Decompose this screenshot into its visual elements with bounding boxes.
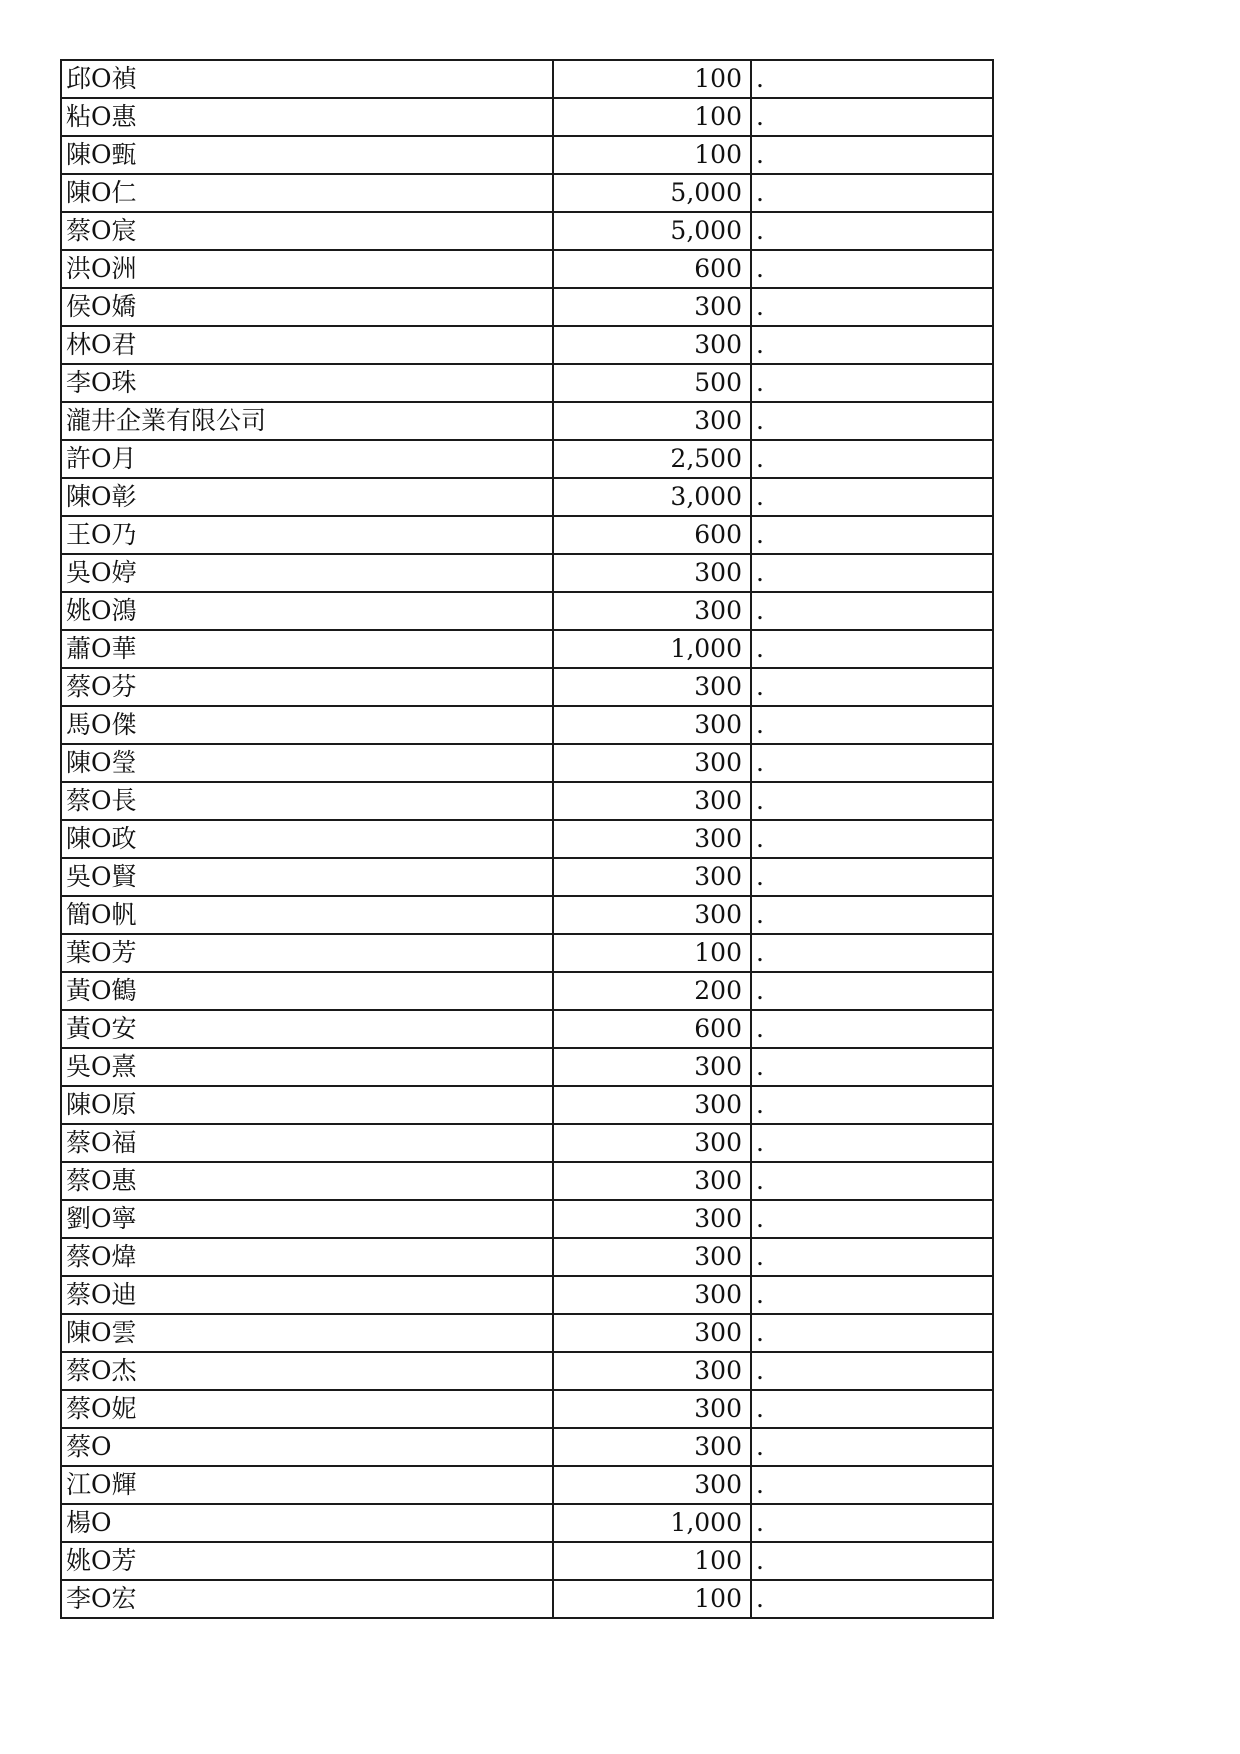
donor-name-cell: 陳O仁	[61, 174, 553, 212]
table-row	[61, 1504, 993, 1542]
table-row	[61, 706, 993, 744]
donor-name-cell: 蔡O迪	[61, 1276, 553, 1314]
amount-cell: 300	[553, 1466, 751, 1504]
table-row	[61, 820, 993, 858]
amount-cell: 300	[553, 1124, 751, 1162]
note-cell: .	[751, 1504, 993, 1542]
donor-name-cell: 王O乃	[61, 516, 553, 554]
note-cell: .	[751, 1314, 993, 1352]
note-cell: .	[751, 630, 993, 668]
amount-cell: 5,000	[553, 212, 751, 250]
note-cell: .	[751, 1428, 993, 1466]
note-cell: .	[751, 1276, 993, 1314]
amount-cell: 300	[553, 668, 751, 706]
table-row	[61, 972, 993, 1010]
note-cell: .	[751, 250, 993, 288]
donor-name-cell: 劉O寧	[61, 1200, 553, 1238]
amount-cell: 300	[553, 288, 751, 326]
donor-name-cell: 姚O鴻	[61, 592, 553, 630]
amount-cell: 300	[553, 1238, 751, 1276]
amount-cell: 300	[553, 896, 751, 934]
donation-table	[60, 59, 994, 1619]
donor-name-cell: 許O月	[61, 440, 553, 478]
donor-name-cell: 蔡O宸	[61, 212, 553, 250]
amount-cell: 300	[553, 402, 751, 440]
donor-name-cell: 陳O雲	[61, 1314, 553, 1352]
table-row	[61, 1314, 993, 1352]
note-cell: .	[751, 668, 993, 706]
donor-name-cell: 蔡O福	[61, 1124, 553, 1162]
donor-name-cell: 邱O禎	[61, 60, 553, 98]
amount-cell: 300	[553, 706, 751, 744]
donor-name-cell: 吳O賢	[61, 858, 553, 896]
donor-name-cell: 江O輝	[61, 1466, 553, 1504]
amount-cell: 500	[553, 364, 751, 402]
amount-cell: 300	[553, 1048, 751, 1086]
note-cell: .	[751, 934, 993, 972]
amount-cell: 300	[553, 592, 751, 630]
donor-name-cell: 陳O瑩	[61, 744, 553, 782]
donor-name-cell: 蔡O	[61, 1428, 553, 1466]
donor-name-cell: 粘O惠	[61, 98, 553, 136]
note-cell: .	[751, 326, 993, 364]
note-cell: .	[751, 858, 993, 896]
table-row	[61, 478, 993, 516]
donor-name-cell: 蕭O華	[61, 630, 553, 668]
amount-cell: 300	[553, 1314, 751, 1352]
donor-name-cell: 黃O安	[61, 1010, 553, 1048]
note-cell: .	[751, 440, 993, 478]
note-cell: .	[751, 136, 993, 174]
amount-cell: 100	[553, 136, 751, 174]
table-row	[61, 1580, 993, 1618]
amount-cell: 100	[553, 60, 751, 98]
table-row	[61, 1200, 993, 1238]
amount-cell: 5,000	[553, 174, 751, 212]
table-row	[61, 1048, 993, 1086]
table-row	[61, 896, 993, 934]
amount-cell: 300	[553, 820, 751, 858]
amount-cell: 300	[553, 554, 751, 592]
note-cell: .	[751, 1238, 993, 1276]
table-row	[61, 744, 993, 782]
table-row	[61, 1428, 993, 1466]
note-cell: .	[751, 1542, 993, 1580]
note-cell: .	[751, 1162, 993, 1200]
table-row	[61, 174, 993, 212]
note-cell: .	[751, 782, 993, 820]
donor-name-cell: 蔡O芬	[61, 668, 553, 706]
table-row	[61, 592, 993, 630]
amount-cell: 300	[553, 326, 751, 364]
table-row	[61, 1124, 993, 1162]
table-row	[61, 1238, 993, 1276]
donor-name-cell: 姚O芳	[61, 1542, 553, 1580]
amount-cell: 100	[553, 1580, 751, 1618]
table-row	[61, 1086, 993, 1124]
amount-cell: 300	[553, 744, 751, 782]
note-cell: .	[751, 896, 993, 934]
table-row	[61, 1390, 993, 1428]
donation-table-body	[61, 60, 993, 1618]
note-cell: .	[751, 212, 993, 250]
amount-cell: 1,000	[553, 630, 751, 668]
table-row	[61, 1010, 993, 1048]
note-cell: .	[751, 402, 993, 440]
note-cell: .	[751, 516, 993, 554]
donor-name-cell: 蔡O妮	[61, 1390, 553, 1428]
table-row	[61, 98, 993, 136]
note-cell: .	[751, 1352, 993, 1390]
donor-name-cell: 簡O帆	[61, 896, 553, 934]
note-cell: .	[751, 478, 993, 516]
donor-name-cell: 蔡O杰	[61, 1352, 553, 1390]
amount-cell: 600	[553, 1010, 751, 1048]
table-row	[61, 212, 993, 250]
note-cell: .	[751, 1390, 993, 1428]
donor-name-cell: 瀧井企業有限公司	[61, 402, 553, 440]
amount-cell: 2,500	[553, 440, 751, 478]
note-cell: .	[751, 744, 993, 782]
note-cell: .	[751, 1048, 993, 1086]
donor-name-cell: 楊O	[61, 1504, 553, 1542]
table-row	[61, 364, 993, 402]
note-cell: .	[751, 1200, 993, 1238]
note-cell: .	[751, 60, 993, 98]
donor-name-cell: 洪O洲	[61, 250, 553, 288]
donor-name-cell: 黃O鶴	[61, 972, 553, 1010]
note-cell: .	[751, 1010, 993, 1048]
donor-name-cell: 陳O政	[61, 820, 553, 858]
amount-cell: 200	[553, 972, 751, 1010]
table-row	[61, 934, 993, 972]
donor-name-cell: 陳O原	[61, 1086, 553, 1124]
amount-cell: 300	[553, 1086, 751, 1124]
note-cell: .	[751, 1086, 993, 1124]
table-row	[61, 136, 993, 174]
table-row	[61, 326, 993, 364]
table-row	[61, 1466, 993, 1504]
table-row	[61, 288, 993, 326]
note-cell: .	[751, 1466, 993, 1504]
note-cell: .	[751, 972, 993, 1010]
table-row	[61, 516, 993, 554]
table-row	[61, 554, 993, 592]
donor-name-cell: 吳O婷	[61, 554, 553, 592]
table-row	[61, 250, 993, 288]
donor-name-cell: 陳O甄	[61, 136, 553, 174]
donor-name-cell: 李O珠	[61, 364, 553, 402]
table-row	[61, 630, 993, 668]
note-cell: .	[751, 592, 993, 630]
table-row	[61, 440, 993, 478]
donor-name-cell: 侯O嬌	[61, 288, 553, 326]
amount-cell: 100	[553, 934, 751, 972]
note-cell: .	[751, 174, 993, 212]
note-cell: .	[751, 706, 993, 744]
donor-name-cell: 蔡O長	[61, 782, 553, 820]
donor-name-cell: 李O宏	[61, 1580, 553, 1618]
table-row	[61, 402, 993, 440]
amount-cell: 300	[553, 1162, 751, 1200]
table-row	[61, 1352, 993, 1390]
amount-cell: 1,000	[553, 1504, 751, 1542]
note-cell: .	[751, 820, 993, 858]
table-row	[61, 782, 993, 820]
donor-name-cell: 馬O傑	[61, 706, 553, 744]
donor-name-cell: 蔡O惠	[61, 1162, 553, 1200]
amount-cell: 300	[553, 1200, 751, 1238]
note-cell: .	[751, 554, 993, 592]
donor-name-cell: 蔡O煒	[61, 1238, 553, 1276]
amount-cell: 100	[553, 98, 751, 136]
donor-name-cell: 陳O彰	[61, 478, 553, 516]
amount-cell: 300	[553, 858, 751, 896]
note-cell: .	[751, 288, 993, 326]
amount-cell: 300	[553, 1390, 751, 1428]
amount-cell: 300	[553, 782, 751, 820]
note-cell: .	[751, 364, 993, 402]
table-row	[61, 60, 993, 98]
note-cell: .	[751, 98, 993, 136]
donor-name-cell: 吳O熹	[61, 1048, 553, 1086]
note-cell: .	[751, 1580, 993, 1618]
amount-cell: 600	[553, 516, 751, 554]
amount-cell: 300	[553, 1428, 751, 1466]
table-row	[61, 1162, 993, 1200]
note-cell: .	[751, 1124, 993, 1162]
amount-cell: 300	[553, 1276, 751, 1314]
amount-cell: 100	[553, 1542, 751, 1580]
table-row	[61, 858, 993, 896]
amount-cell: 600	[553, 250, 751, 288]
donor-name-cell: 林O君	[61, 326, 553, 364]
table-row	[61, 1276, 993, 1314]
amount-cell: 3,000	[553, 478, 751, 516]
table-row	[61, 1542, 993, 1580]
table-row	[61, 668, 993, 706]
donor-name-cell: 葉O芳	[61, 934, 553, 972]
amount-cell: 300	[553, 1352, 751, 1390]
